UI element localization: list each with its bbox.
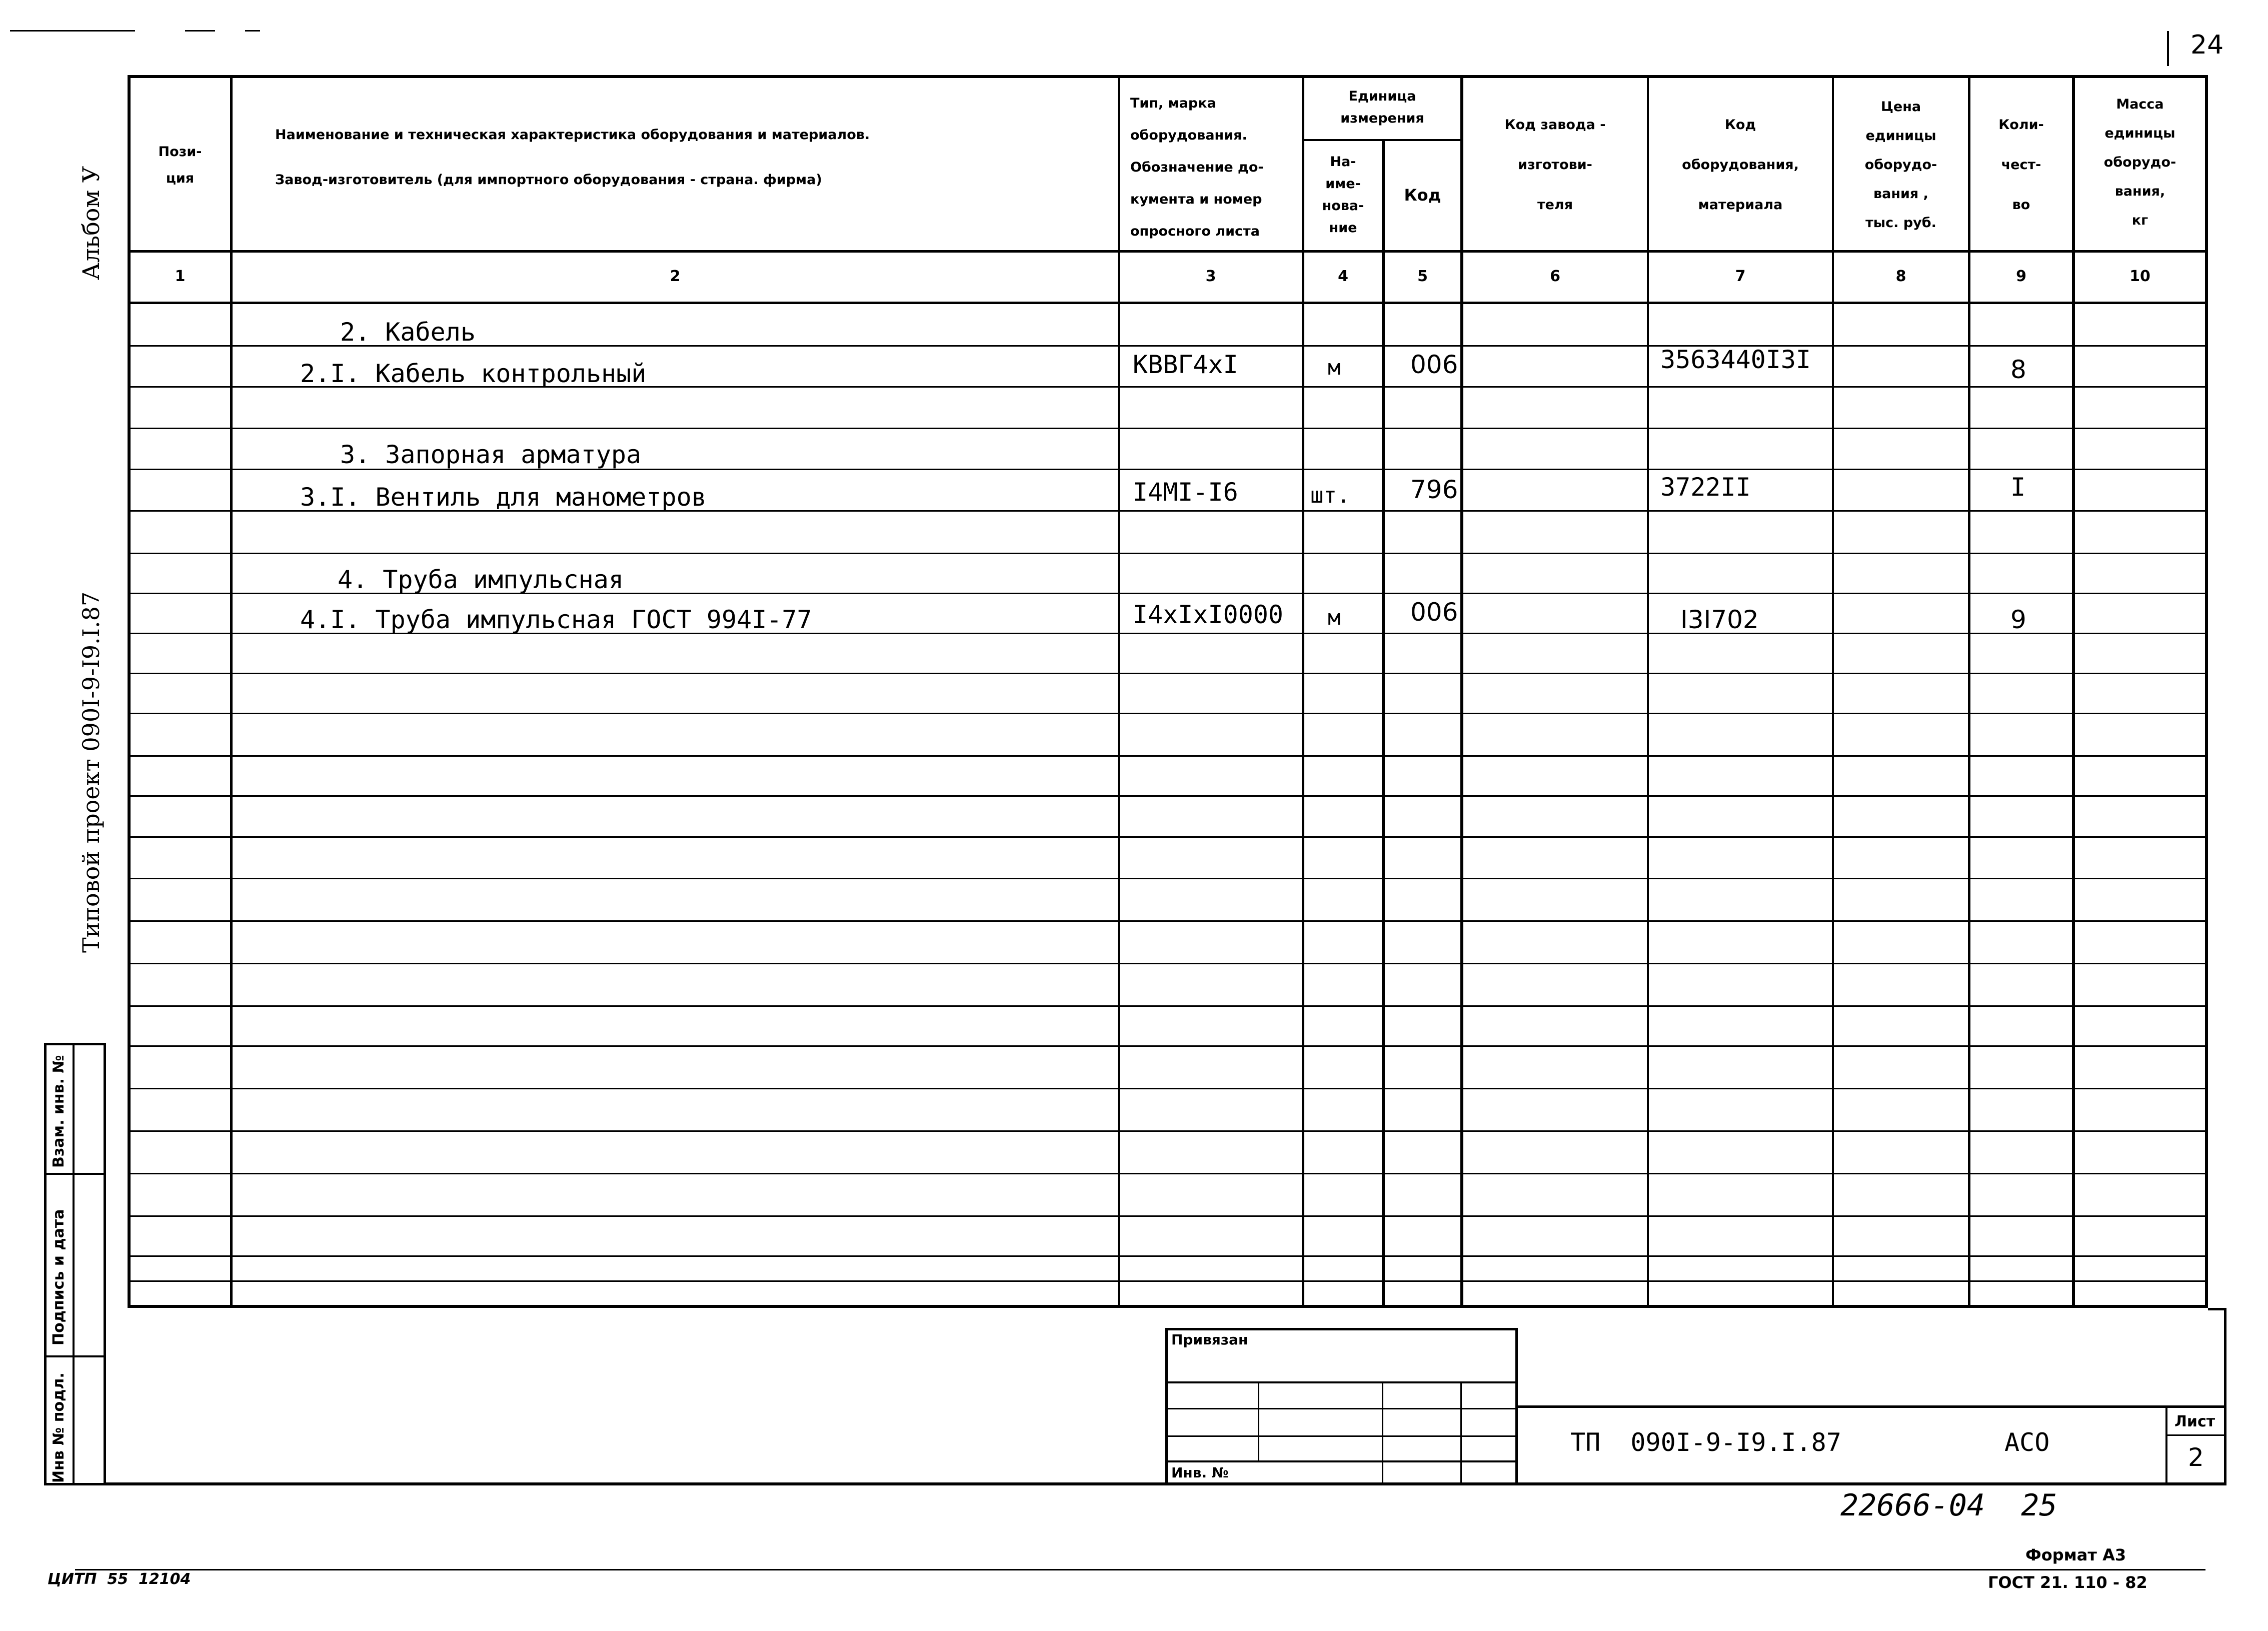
sheet-number: 2 (2188, 1443, 2204, 1472)
colnum-8: 8 (1895, 268, 1906, 285)
privyazan-col (1258, 1381, 1259, 1461)
header-mass: Масса единицы оборудо- вания, кг (2103, 97, 2176, 228)
format-label: Формат А3 (2025, 1545, 2126, 1564)
row-item-cable-code: 006 (1410, 350, 1458, 379)
table-rule (128, 713, 2208, 714)
privyazan-label: Привязан (1171, 1331, 1248, 1348)
sheet-col (2165, 1405, 2167, 1485)
project-label: Типовой проект 090I-9-I9.I.87 (78, 591, 105, 953)
colnum-3: 3 (1205, 268, 1216, 285)
page-number-divider (2167, 31, 2169, 66)
col-line (1460, 75, 1463, 1308)
doc-code: АСО (2004, 1428, 2050, 1457)
cipt-label: ЦИТП 55 12104 (48, 1570, 191, 1588)
row-item-valve-name: 3.I. Вентиль для манометров (300, 483, 707, 512)
sheet-line (2165, 1434, 2226, 1436)
header-qty: Коли- чест- во (1998, 117, 2044, 213)
row-section-valves: 3. Запорная арматура (340, 440, 642, 469)
col-line (230, 75, 233, 1308)
header-unit-name: На- име- нова- ние (1322, 154, 1364, 236)
colnum-5: 5 (1417, 268, 1428, 285)
top-dash (10, 30, 135, 32)
header-factory-code: Код завода - изготови- теля (1504, 117, 1606, 213)
header-position: Пози- ция (158, 144, 202, 186)
row-item-tube-qty: 9 (2010, 605, 2026, 634)
bottom-frame-top (2208, 1308, 2226, 1310)
stamp-inv-podl: Инв № подл. (50, 1372, 68, 1483)
left-stamp-divider (73, 1043, 75, 1485)
row-section-tube: 4. Труба импульсная (338, 565, 624, 594)
table-rule (128, 1173, 2208, 1174)
table-rule (128, 878, 2208, 879)
table-rule (128, 673, 2208, 674)
row-item-valve-equip: 3722II (1660, 473, 1751, 502)
col-line (1968, 75, 1970, 1308)
row-item-valve-type: I4МI-I6 (1133, 478, 1238, 507)
sheet-label: Лист (2174, 1413, 2215, 1430)
colnum-1: 1 (175, 268, 186, 285)
col-line (2072, 75, 2075, 1308)
privyazan-line (1165, 1381, 1518, 1383)
col-line (1832, 75, 1834, 1308)
stamp-podpis: Подпись и дата (50, 1209, 68, 1345)
col-line (1118, 75, 1120, 1308)
table-rule (128, 920, 2208, 922)
page-number: 24 (2190, 30, 2224, 60)
row-item-valve-qty: I (2010, 473, 2026, 502)
row-section-cable: 2. Кабель (340, 318, 476, 347)
table-rule (128, 1280, 2208, 1282)
row-item-cable-unit: м (1328, 355, 1341, 380)
privyazan-line (1165, 1435, 1518, 1437)
privyazan-col (1460, 1381, 1462, 1485)
header-price: Цена единицы оборудо- вания , тыс. руб. (1864, 99, 1937, 231)
header-name: Наименование и техническая характеристика оборудования и материалов. Завод-изготовитель (для импортного оборудования - страна. фирма) (275, 127, 870, 188)
header-unit: Единица измерения (1340, 89, 1424, 126)
table-rule (128, 1005, 2208, 1007)
gost-label: ГОСТ 21. 110 - 82 (1988, 1573, 2147, 1592)
table-rule (128, 963, 2208, 964)
designation: ТП 090I-9-I9.I.87 (1570, 1428, 1841, 1457)
table-rule (128, 795, 2208, 797)
row-item-valve-code: 796 (1410, 475, 1458, 504)
row-item-cable-qty: 8 (2010, 355, 2026, 384)
main-table-frame (128, 75, 2208, 1308)
header-line (128, 302, 2208, 304)
header-type: Тип, марка оборудования. Обозначение до- кумента и номер опросного листа (1130, 96, 1264, 239)
colnum-7: 7 (1735, 268, 1746, 285)
privyazan-line (1165, 1460, 1518, 1462)
table-rule (128, 836, 2208, 838)
col-line (1382, 139, 1385, 1308)
header-unit-code: Код (1404, 185, 1441, 205)
colnum-2: 2 (670, 268, 681, 285)
stamp-vzam-inv: Взам. инв. № (50, 1055, 68, 1168)
left-stamp-divider (44, 1355, 106, 1357)
row-item-valve-unit: шт. (1310, 483, 1350, 508)
row-item-tube-name: 4.I. Труба импульсная ГОСТ 994I-77 (300, 605, 812, 634)
handwritten-number: 22666-04 25 (1840, 1488, 2057, 1523)
table-rule (128, 1088, 2208, 1089)
header-equip-code: Код оборудования, материала (1682, 117, 1799, 213)
table-rule (128, 755, 2208, 757)
row-item-tube-type: I4хIхI0000 (1133, 600, 1284, 629)
table-rule (128, 1255, 2208, 1257)
row-item-cable-name: 2.I. Кабель контрольный (300, 359, 647, 388)
table-rule (128, 1045, 2208, 1047)
row-item-tube-code: 006 (1410, 598, 1458, 627)
top-dash (185, 30, 215, 32)
privyazan-line (1165, 1408, 1518, 1409)
colnum-9: 9 (2016, 268, 2026, 285)
col-line (1302, 75, 1304, 1308)
table-rule (128, 1130, 2208, 1132)
designation-top (1518, 1405, 2226, 1408)
privyazan-col (1382, 1381, 1383, 1485)
row-item-tube-equip: I3I702 (1680, 605, 1759, 634)
row-item-cable-type: КВВГ4хI (1133, 350, 1238, 379)
table-rule (128, 553, 2208, 554)
row-item-tube-unit: м (1328, 605, 1341, 630)
inv-label: Инв. № (1171, 1464, 1229, 1481)
top-dash (245, 30, 260, 32)
col-line (1647, 75, 1649, 1308)
colnum-10: 10 (2129, 268, 2150, 285)
album-label: Альбом У (78, 166, 105, 280)
row-item-cable-equip: 3563440I3I (1660, 345, 1811, 374)
header-line (1302, 139, 1462, 141)
footer-line (75, 1569, 2205, 1570)
header-line (128, 250, 2208, 253)
table-rule (128, 428, 2208, 429)
colnum-6: 6 (1550, 268, 1560, 285)
left-stamp-divider (44, 1173, 106, 1175)
colnum-4: 4 (1338, 268, 1348, 285)
table-rule (128, 1215, 2208, 1217)
